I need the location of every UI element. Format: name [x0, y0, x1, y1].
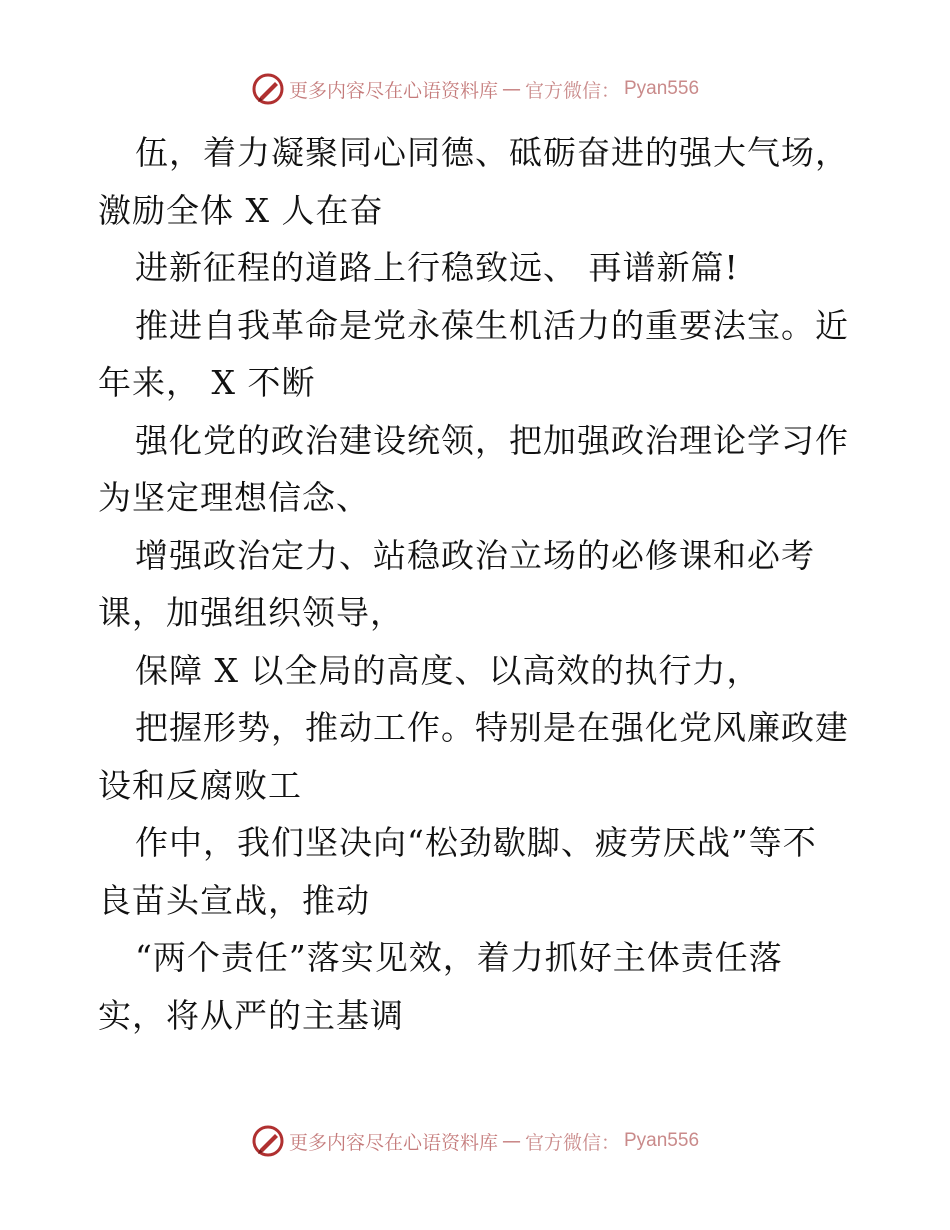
text-line: 强化党的政治建设统领，把加强政治理论学习作: [135, 420, 849, 460]
text-line: 良苗头宣战，推动: [98, 880, 370, 920]
watermark-separator: —: [501, 78, 521, 100]
header-watermark: [0, 72, 950, 106]
text-line: “两个责任”落实见效，着力抓好主体责任落: [135, 938, 783, 977]
text-line: 为坚定理想信念、: [98, 478, 370, 517]
watermark-site-text: 更多内容尽在心语资料库: [288, 79, 498, 102]
text-line: 推进自我革命是党永葆生机活力的重要法宝。近: [135, 305, 849, 345]
watermark-wechat-id: Pyan556: [624, 78, 700, 99]
text-line: 进新征程的道路上行稳致远、 再谱新篇!: [135, 248, 739, 287]
text-line: 年来， X 不断: [98, 363, 316, 402]
text-line: 激励全体 X 人在奋: [98, 190, 384, 230]
text-line: 伍，着力凝聚同心同德、砥砺奋进的强大气场，: [135, 133, 849, 172]
footer-watermark: [0, 1124, 950, 1158]
text-line: 作中，我们坚决向“松劲歇脚、疲劳厌战”等不: [135, 823, 817, 862]
text-line: 设和反腐败工: [98, 765, 302, 805]
text-line: 实，将从严的主基调: [98, 995, 404, 1035]
text-line: 增强政治定力、站稳政治立场的必修课和必考: [135, 535, 815, 575]
text-line: 课，加强组织领导，: [98, 593, 404, 632]
text-line: 保障 X 以全局的高度、以高效的执行力，: [135, 650, 761, 690]
pen-in-circle-logo-icon: [251, 1124, 285, 1158]
watermark-site-text: 更多内容尽在心语资料库: [288, 1131, 498, 1154]
watermark-wechat-label: 官方微信：: [524, 1131, 620, 1154]
watermark-wechat-id: Pyan556: [624, 1130, 700, 1151]
document-body: [98, 124, 858, 1044]
watermark-separator: —: [501, 1130, 521, 1152]
watermark-wechat-label: 官方微信：: [524, 79, 620, 102]
pen-in-circle-logo-icon: [251, 72, 285, 106]
text-line: 把握形势，推动工作。特别是在强化党风廉政建: [135, 708, 849, 747]
